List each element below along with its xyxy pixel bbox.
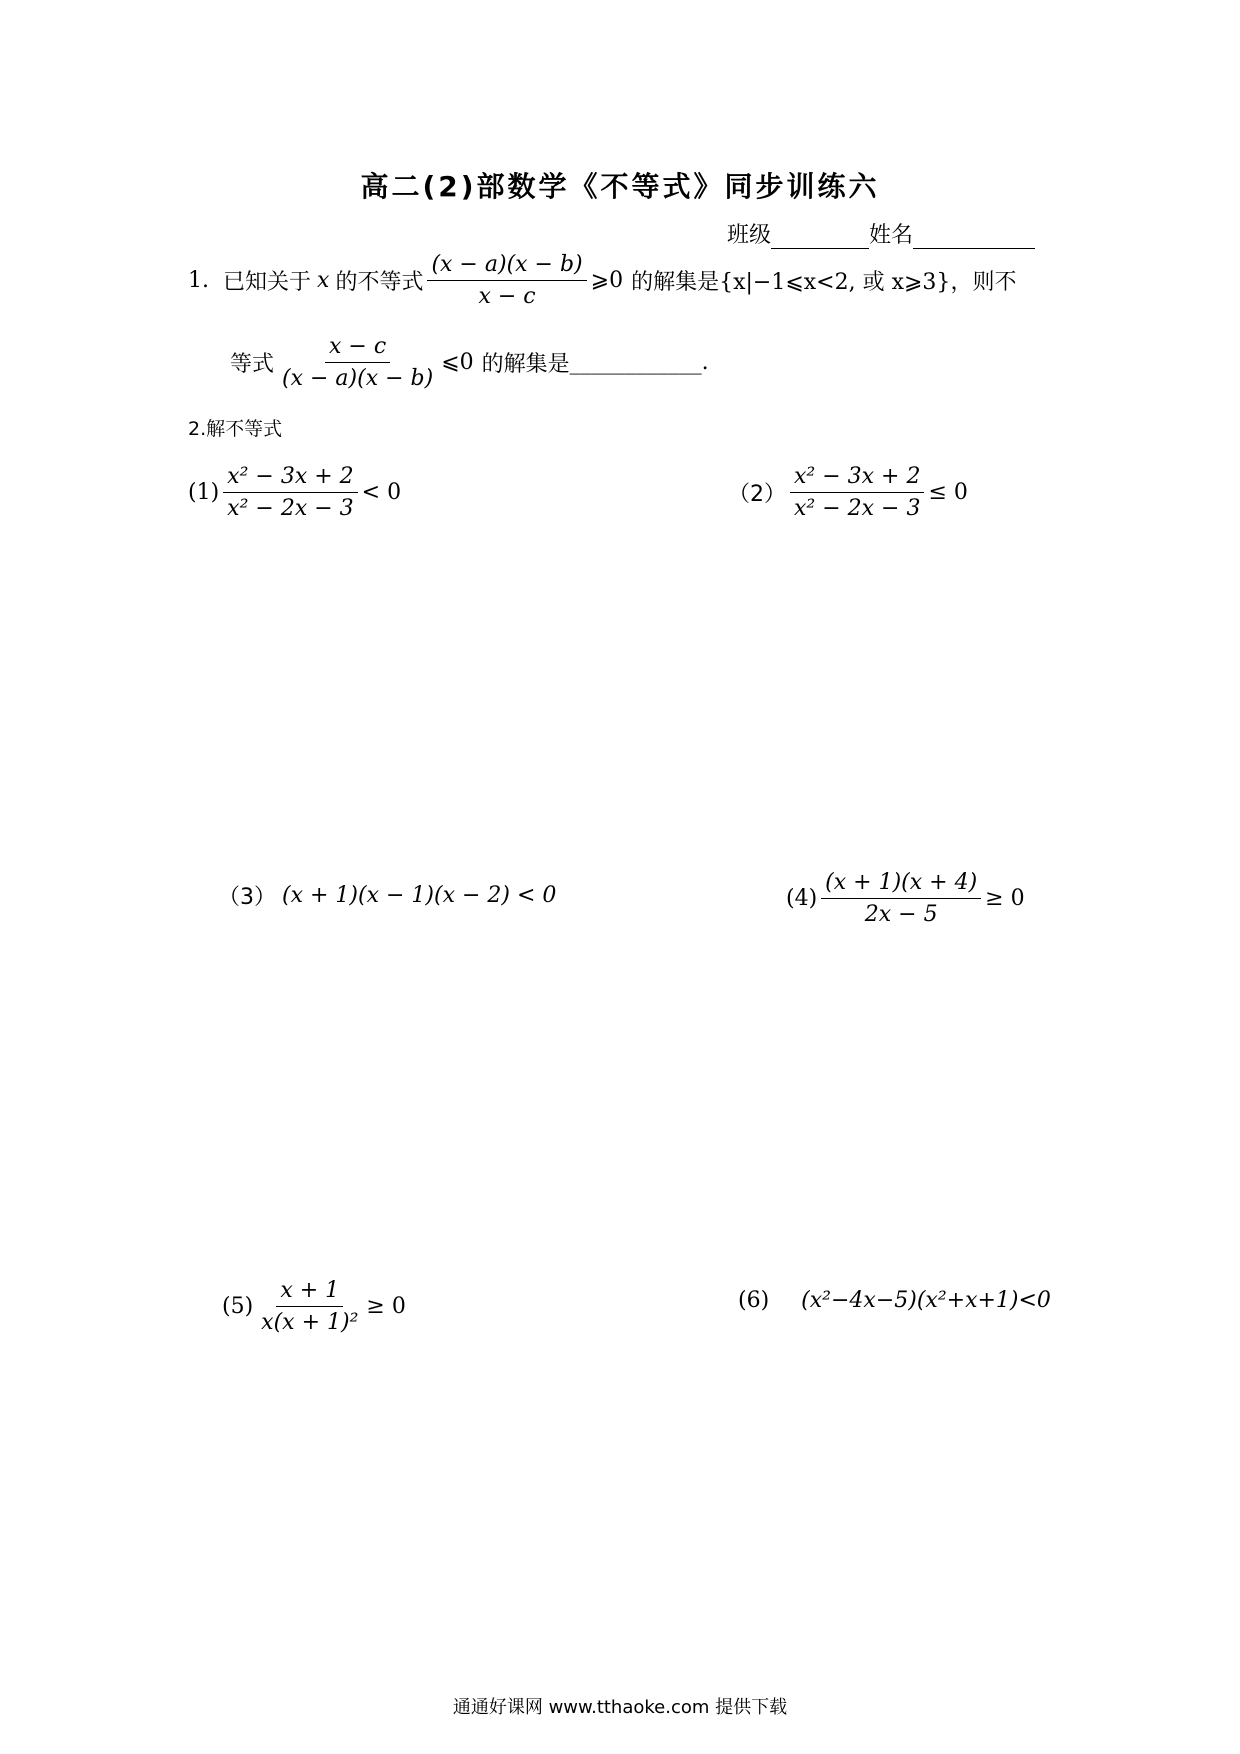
q2-p1-label: (1)	[188, 480, 220, 506]
page-title: 高二(2)部数学《不等式》同步训练六	[360, 170, 880, 203]
q2-p6-label: (6)	[738, 1288, 770, 1313]
q2-p5-label: (5)	[222, 1294, 254, 1320]
q1-text-a: 已知关于	[223, 270, 312, 296]
q2-p4-numerator: (x + 1)(x + 4)	[821, 870, 981, 899]
q2-p3-label: （3）	[218, 885, 276, 910]
q2-p3-expression: (x + 1)(x − 1)(x − 2) < 0	[282, 883, 557, 908]
q1-answer-blank[interactable]: ____________.	[569, 350, 709, 376]
q2-p2-numerator: x² − 3x + 2	[790, 464, 924, 493]
q2-p4-label: (4)	[786, 886, 818, 912]
q2-problem-3	[218, 880, 556, 911]
name-label: 姓名	[869, 223, 914, 248]
q1-line2-text-a: 等式	[230, 352, 275, 378]
q2-problem-4	[786, 870, 1025, 928]
q2-p5-relation: ≥ 0	[366, 1294, 406, 1320]
q1-le-zero: ⩽0	[441, 350, 474, 376]
q2-problem-2	[728, 464, 968, 522]
q2-p4-relation: ≥ 0	[985, 886, 1025, 912]
q1-number: 1.	[188, 268, 209, 294]
q2-problem-5	[222, 1278, 406, 1336]
q2-p2-denominator: x² − 2x − 3	[794, 496, 921, 522]
class-blank[interactable]	[771, 226, 869, 249]
q1-text-b: 的不等式	[335, 270, 424, 296]
q2-p5-denominator: x(x + 1)²	[261, 1310, 359, 1336]
q2-heading: 2.解不等式	[188, 418, 283, 440]
q1-fraction-1-numerator: (x − a)(x − b)	[427, 252, 586, 281]
q2-problem-1	[188, 464, 401, 522]
q1-solution-set: {x|−1⩽x<2, 或 x⩾3}	[719, 270, 951, 296]
class-label: 班级	[727, 223, 772, 248]
q1-fraction-1	[427, 252, 586, 310]
q2-p4-denominator: 2x − 5	[864, 902, 938, 928]
q1-ge-zero: ⩾0	[590, 268, 624, 294]
question-1-line-1	[188, 252, 1016, 310]
q2-problem-6	[738, 1288, 1051, 1313]
footer-source: 通通好课网 www.tthaoke.com 提供下载	[452, 1697, 788, 1718]
q1-fraction-2	[278, 334, 437, 392]
name-blank[interactable]	[913, 226, 1035, 249]
question-1-line-2	[230, 334, 709, 392]
q1-text-c: 的解集是	[631, 270, 720, 296]
class-name-header	[727, 218, 1035, 249]
q1-text-d: ，则不	[950, 270, 1017, 296]
q1-var-x: x	[317, 268, 330, 294]
q2-p2-label: （2）	[728, 482, 786, 508]
q1-line2-text-b: 的解集是	[481, 352, 570, 378]
q2-p2-fraction	[790, 464, 924, 522]
q2-p4-fraction	[821, 870, 981, 928]
q2-p5-fraction	[257, 1278, 362, 1336]
q2-p5-numerator: x + 1	[276, 1278, 343, 1307]
q1-fraction-2-numerator: x − c	[325, 334, 390, 363]
q2-p1-denominator: x² − 2x − 3	[227, 496, 354, 522]
q2-p1-relation: < 0	[361, 480, 402, 506]
q2-p1-fraction	[223, 464, 357, 522]
q2-p1-numerator: x² − 3x + 2	[223, 464, 357, 493]
q1-fraction-1-denominator: x − c	[478, 284, 536, 310]
q2-p6-expression: (x²−4x−5)(x²+x+1)<0	[801, 1288, 1051, 1313]
q2-p2-relation: ≤ 0	[928, 480, 968, 506]
q1-fraction-2-denominator: (x − a)(x − b)	[282, 366, 434, 392]
